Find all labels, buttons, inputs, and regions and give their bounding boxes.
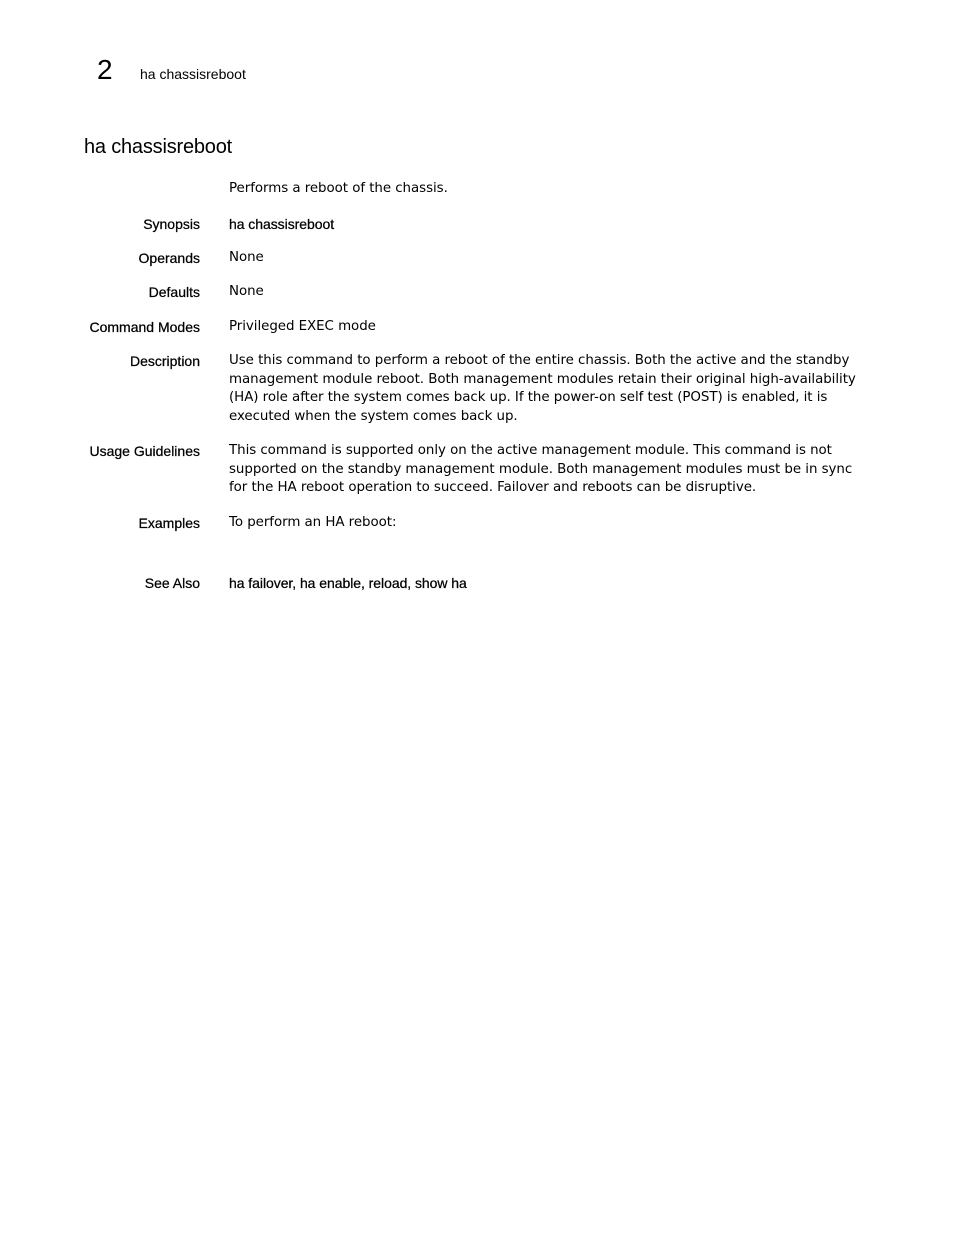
examples-value: To perform an HA reboot: — [229, 515, 397, 530]
synopsis-value: ha chassisreboot — [229, 216, 335, 232]
summary-text: Performs a reboot of the chassis. — [229, 181, 448, 196]
operands-value: None — [229, 250, 264, 265]
defaults-label: Defaults — [148, 284, 200, 300]
command-modes-label: Command Modes — [89, 319, 200, 335]
usage-guidelines-label: Usage Guidelines — [89, 443, 200, 459]
see-also-label: See Also — [144, 575, 200, 591]
command-modes-value: Privileged EXEC mode — [229, 319, 376, 334]
synopsis-label: Synopsis — [143, 216, 200, 232]
description-value: Use this command to perform a reboot of the entire chassis. Both the active and the standby management module reboot. Both management modules retain their original high-availability (HA) role after the system comes back up. If the power-on self test (POST) is enabled, it is executed when the system comes back up. — [229, 353, 856, 425]
chapter-number: 2 — [97, 54, 113, 85]
examples-label: Examples — [138, 515, 200, 531]
description-label: Description — [129, 353, 200, 369]
see-also-value: ha failover, ha enable, reload, show ha — [229, 575, 467, 591]
usage-guidelines-value: This command is supported only on the active management module. This command is not supported on the standby management module. Both management modules must be in sync for the HA reboot operation to succeed. Failover and reboots can be disruptive. — [229, 443, 853, 496]
page-title: ha chassisreboot — [84, 136, 233, 158]
defaults-value: None — [229, 284, 264, 299]
running-header: ha chassisreboot — [140, 66, 246, 82]
operands-label: Operands — [138, 250, 200, 266]
